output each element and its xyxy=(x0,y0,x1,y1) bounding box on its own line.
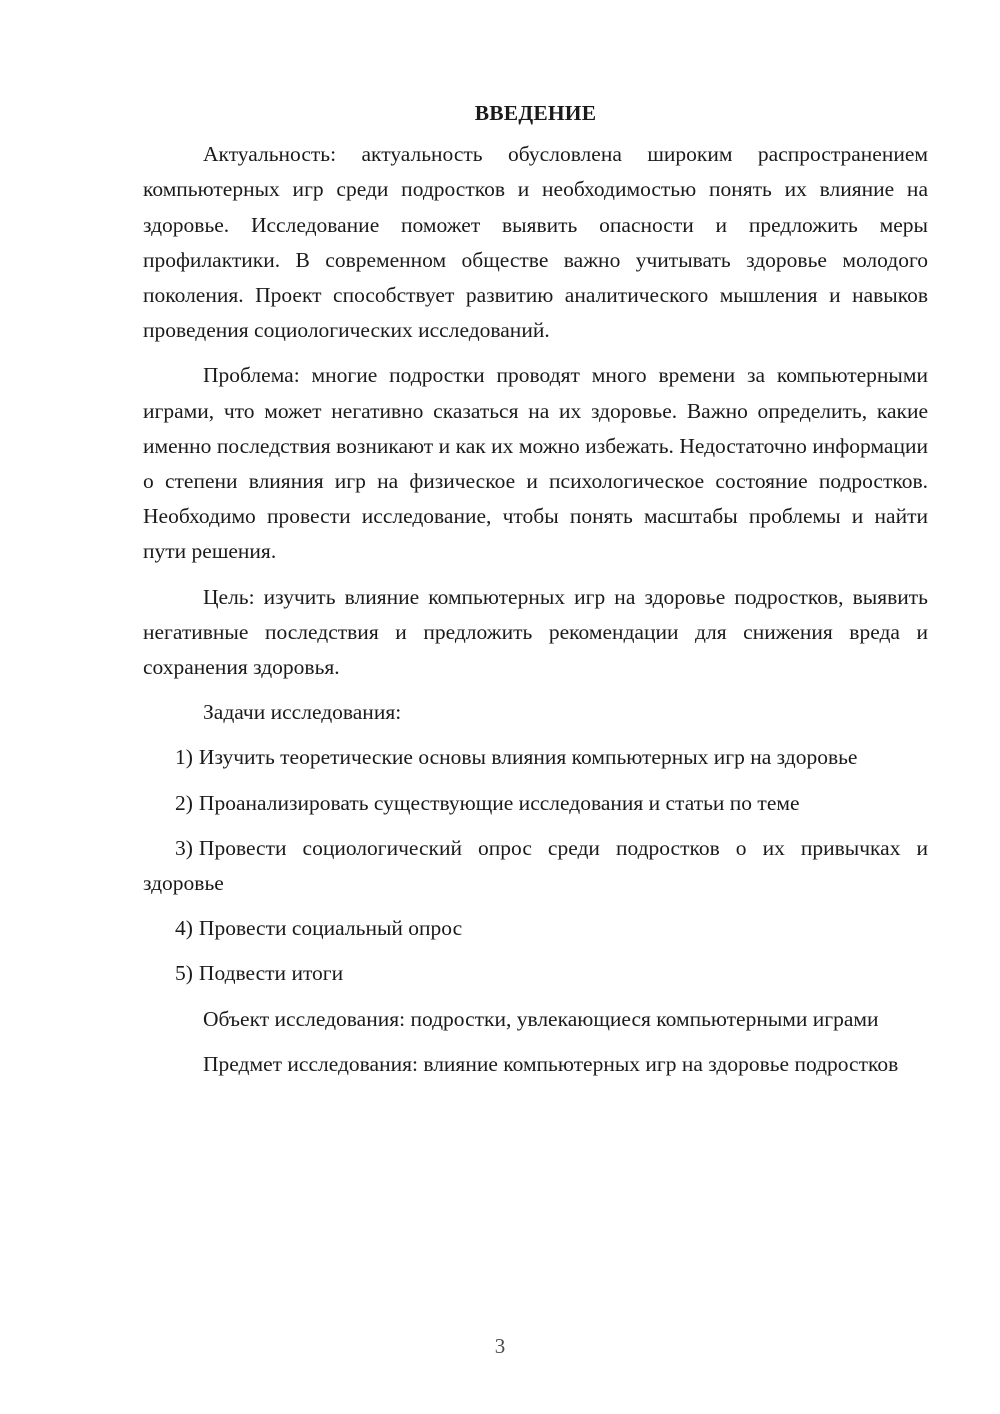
task-item-2 xyxy=(143,786,928,821)
task-item-3 xyxy=(143,831,928,901)
problem-paragraph: Проблема: многие подростки проводят много времени за компьютерными играми, что может негативно сказаться на их здоровье. Важно определить, какие именно последствия возникают и как их можно избежать. Недостаточно информации о степени влияния игр на физическое и психологическое состояние подростков. Необходимо провести исследование, чтобы понять масштабы проблемы и найти пути решения. xyxy=(143,363,928,564)
task-text: Изучить теоретические основы влияния компьютерных игр на здоровье xyxy=(198,745,858,770)
task-number: 5) xyxy=(175,961,193,986)
task-number: 4) xyxy=(175,916,193,941)
task-number: 2) xyxy=(175,790,193,815)
task-text: Подвести итоги xyxy=(198,961,344,986)
task-number: 3) xyxy=(175,835,193,860)
document-page xyxy=(143,96,928,1092)
tasks-heading: Задачи исследования: xyxy=(203,700,402,725)
task-number: 1) xyxy=(175,745,193,770)
task-text: Провести социологический опрос среди подростков о их привычках и здоровье xyxy=(143,835,928,896)
task-item-4 xyxy=(143,911,928,946)
task-item-5 xyxy=(143,956,928,991)
task-text: Проанализировать существующие исследования и статьи по теме xyxy=(198,790,800,815)
task-text: Провести социальный опрос xyxy=(198,916,463,941)
section-title: ВВЕДЕНИЕ xyxy=(474,101,597,125)
subject-paragraph: Предмет исследования: влияние компьютерных игр на здоровье подростков xyxy=(203,1051,899,1076)
goal-paragraph: Цель: изучить влияние компьютерных игр на здоровье подростков, выявить негативные последствия и предложить рекомендации для снижения вреда и сохранения здоровья. xyxy=(143,584,928,680)
task-item-1 xyxy=(143,740,928,775)
object-paragraph: Объект исследования: подростки, увлекающиеся компьютерными играми xyxy=(203,1006,879,1031)
page-number: 3 xyxy=(494,1334,506,1358)
relevance-paragraph: Актуальность: актуальность обусловлена широким распространением компьютерных игр среди подростков и необходимостью понять их влияние на здоровье. Исследование поможет выявить опасности и предложить меры профилактики. В современном обществе важно учитывать здоровье молодого поколения. Проект способствует развитию аналитического мышления и навыков проведения социологических исследований. xyxy=(143,142,928,343)
